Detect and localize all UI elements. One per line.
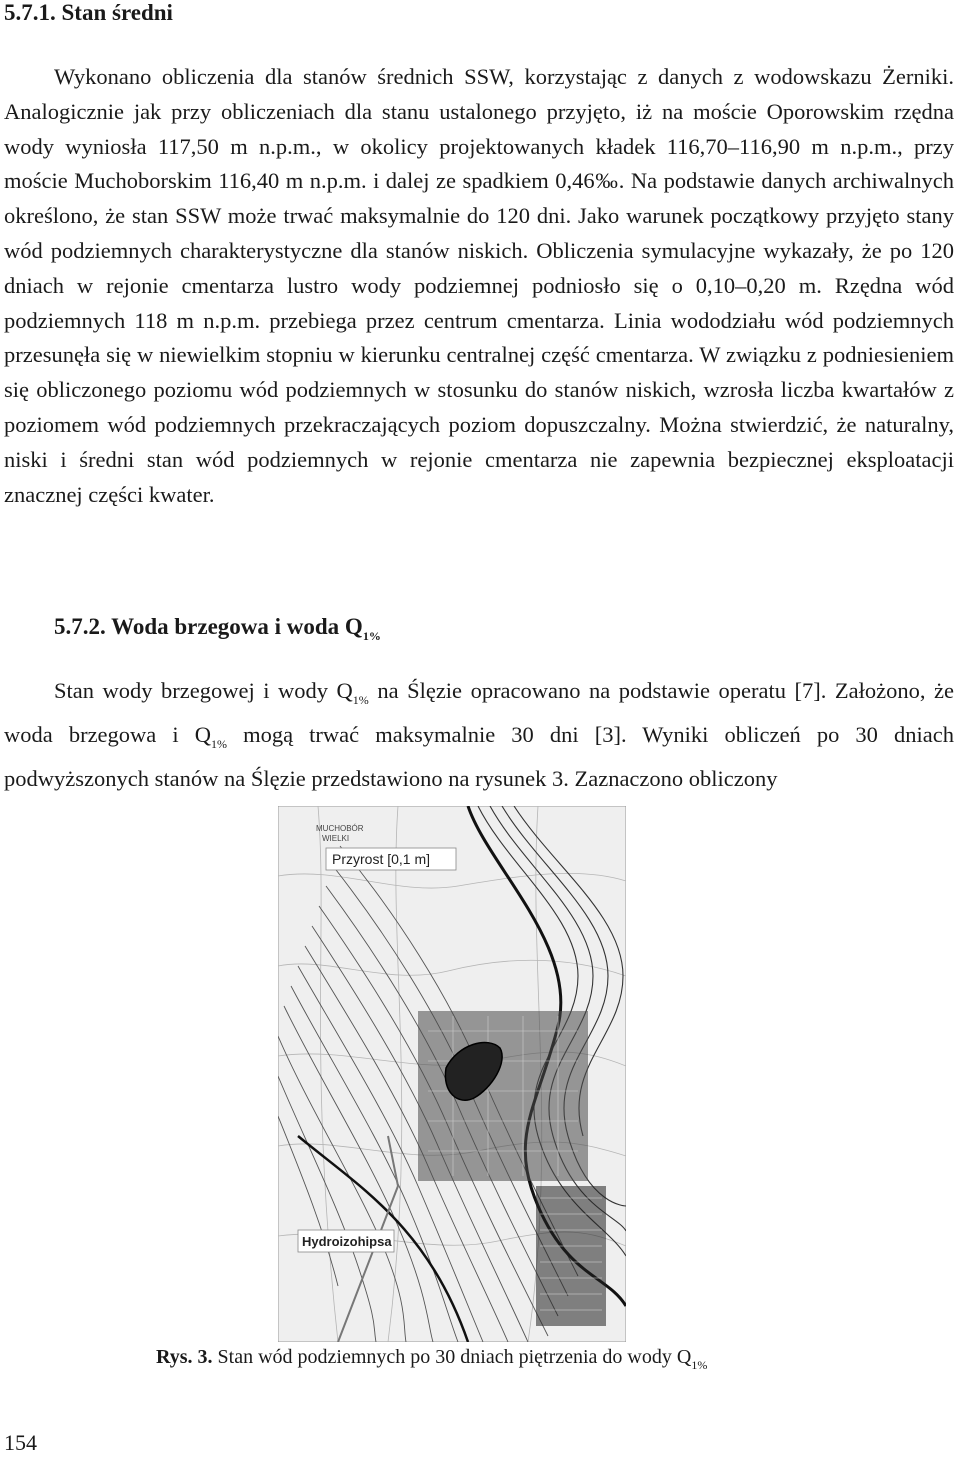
subscript-1: 1% bbox=[352, 693, 369, 707]
map-label-town-2: WIELKI bbox=[322, 834, 350, 843]
map-label-town-1: MUCHOBÓR bbox=[316, 824, 364, 833]
paragraph-woda-brzegowa bbox=[4, 674, 954, 796]
paragraph-stan-sredni bbox=[4, 60, 954, 512]
paragraph-stan-sredni-text: Wykonano obliczenia dla stanów średnich SSW, korzystając z danych z wodowskazu Żerniki. Analogicznie jak przy obliczeniach dla stanu ustalonego przyjęto, iż na moście Oporowskim rzędna wody wyniosła 117,50 m n.p.m., w okolicy projektowanych kładek 116,70–116,90 m n.p.m., przy moście Muchoborskim 116,40 m n.p.m. i dalej ze spadkiem 0,46‰. Na podstawie danych archiwalnych określono, że stan SSW może trwać maksymalnie do 120 dni. Jako warunek początkowy przyjęto stany wód podziemnych charakterystyczne dla stanów niskich. Obliczenia symulacyjne wykazały, że po 120 dniach w rejonie cmentarza lustro wody podziemnej podniosło się o 0,10–0,20 m. Rzędna wód podziemnych 118 m n.p.m. przebiega przez centrum cmentarza. Linia wododziału wód podziemnych przesunęła się w niewielkim stopniu w kierunku centralnej część cmentarza. W związku z podniesieniem się obliczonego poziomu wód podziemnych w stosunku do stanów niskich, wzrosła liczba kwartałów z poziomem wód podziemnych przekraczających poziom dopuszczalny. Można stwierdzić, że naturalny, niski i średni stan wód podziemnych w rejonie cmentarza nie zapewnia bezpiecznej eksploatacji znacznej części kwater. bbox=[4, 64, 954, 507]
paragraph-text-c: mogą trwać maksymalnie 30 dni [3]. Wyniki obliczeń po 30 dniach podwyższonych stanów na Ślęzie przedstawiono na rysunek 3. Zaznaczono obliczony bbox=[4, 721, 954, 791]
section-heading-stan-sredni: 5.7.1. Stan średni bbox=[4, 0, 173, 25]
caption-number: Rys. 3. bbox=[156, 1346, 213, 1368]
heading-main-text: 5.7.2. Woda brzegowa i woda Q bbox=[54, 614, 363, 639]
subscript-2: 1% bbox=[210, 736, 227, 751]
map-label-legend: Przyrost [0,1 m] bbox=[332, 851, 431, 867]
hydroisohypse-map-figure bbox=[278, 806, 626, 1342]
page-number: 154 bbox=[4, 1430, 37, 1455]
section-heading-woda-brzegowa bbox=[54, 614, 381, 644]
caption-subscript: 1% bbox=[691, 1358, 708, 1372]
paragraph-text-b: na Ślęzie opracowano na podstawie operatu [7]. Założono, że woda brzegowa i Q bbox=[4, 678, 954, 747]
map-label-hydroizohipsa: Hydroizohipsa bbox=[302, 1234, 392, 1249]
figure-caption bbox=[156, 1346, 707, 1373]
map-image bbox=[278, 806, 626, 1342]
heading-subscript: 1% bbox=[362, 629, 381, 643]
caption-text: Stan wód podziemnych po 30 dniach piętrzenia do wody Q bbox=[212, 1346, 692, 1368]
paragraph-text-a: Stan wody brzegowej i wody Q bbox=[54, 678, 353, 703]
